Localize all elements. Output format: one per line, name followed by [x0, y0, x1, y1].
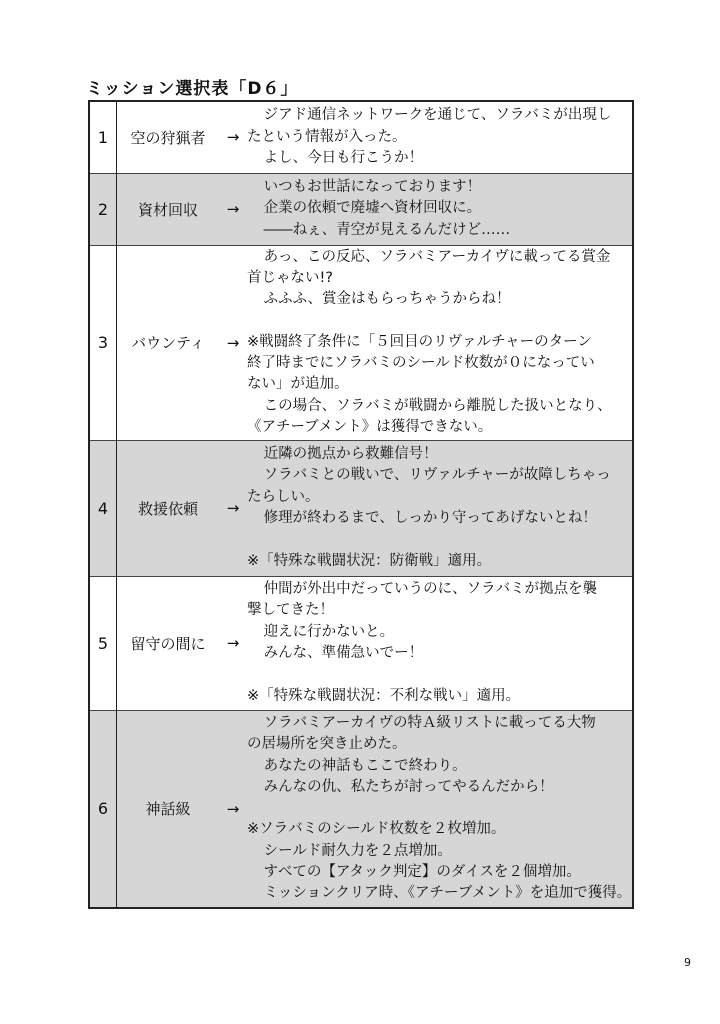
- description-line: [247, 798, 632, 819]
- description-line: たという情報が入った。: [247, 128, 407, 145]
- mission-name: 神話級: [117, 710, 220, 908]
- mission-row: [89, 245, 633, 440]
- mission-number: 1: [89, 101, 117, 173]
- description-line: みんなの仇、私たちが討ってやるんだから！: [263, 778, 554, 795]
- description-line: ※ソラバミのシールド枚数を２枚増加。: [247, 821, 506, 838]
- description-line: 企業の依頼で廃墟へ資材回収に。: [263, 200, 482, 217]
- arrow-icon: →: [219, 245, 247, 440]
- description-line: あっ、この反応、ソラバミアーカイヴに載ってる賞金: [263, 248, 611, 265]
- description-line: 終了時までにソラバミのシールド枚数が０になってい: [247, 355, 595, 372]
- description-line: ない」が追加。: [247, 376, 349, 393]
- description-line: 《アチーブメント》は獲得できない。: [247, 419, 493, 436]
- description-line: 首じゃない!?: [247, 269, 334, 286]
- mission-row: [89, 173, 633, 245]
- table-title: ミッション選択表「D６」: [86, 79, 299, 99]
- mission-name: 資材回収: [117, 173, 220, 245]
- mission-description: [247, 173, 633, 245]
- description-line: 仲間が外出中だっていうのに、ソラバミが拠点を襲: [263, 581, 598, 598]
- mission-rows: [89, 101, 633, 908]
- arrow-icon: →: [219, 710, 247, 908]
- description-line: 近隣の拠点から救難信号！: [263, 446, 438, 463]
- description-line: [247, 529, 632, 550]
- mission-description: [247, 245, 633, 440]
- mission-description: [247, 101, 633, 173]
- arrow-icon: →: [226, 128, 240, 147]
- description-line: ソラバミアーカイヴの特Ａ級リストに載ってる大物: [263, 714, 596, 731]
- mission-number: 6: [89, 710, 117, 908]
- page-number: 9: [684, 956, 691, 969]
- mission-name: バウンティ: [117, 245, 220, 440]
- mission-number: 3: [89, 245, 117, 440]
- mission-number: 4: [89, 440, 117, 576]
- description-line: [247, 664, 632, 685]
- mission-row: [89, 576, 633, 710]
- mission-table: [88, 100, 634, 909]
- mission-description: [247, 576, 633, 710]
- mission-name: 救援依頼: [117, 440, 220, 576]
- description-line: 迎えに行かないと。: [263, 623, 395, 640]
- description-line: よし、今日も行こうか！: [263, 149, 424, 166]
- description-line: 修理が終わるまで、しっかり守ってあげないとね！: [263, 510, 597, 526]
- description-line: みんな、準備急いでー！: [263, 645, 424, 661]
- description-line: すべての【アタック判定】のダイスを２個増加。: [263, 863, 581, 880]
- description-line: ふふふ、賞金はもらっちゃうからね！: [263, 291, 511, 308]
- mission-row: [89, 101, 633, 173]
- arrow-icon: →: [219, 576, 247, 710]
- mission-name: 空の狩猟者: [130, 128, 206, 147]
- mission-number: 2: [89, 173, 117, 245]
- description-line: ※「特殊な戦闘状況：防衛戦」適用。: [247, 552, 492, 569]
- mission-description: [247, 440, 633, 576]
- description-line: ※戦闘終了条件に「５回目のリヴァルチャーのターン: [247, 333, 592, 350]
- description-line: あなたの神話もここで終わり。: [263, 757, 467, 774]
- mission-name: 留守の間に: [117, 576, 220, 710]
- mission-row: [89, 710, 633, 908]
- description-line: ――ねぇ、青空が見えるんだけど……: [263, 221, 511, 238]
- arrow-icon: →: [219, 440, 247, 576]
- description-line: ソラバミとの戦いで、リヴァルチャーが故障しちゃっ: [263, 467, 611, 484]
- description-line: の居場所を突き止めた。: [247, 736, 407, 753]
- mission-description: [247, 710, 633, 908]
- arrow-icon: →: [219, 173, 247, 245]
- description-line: シールド耐久力を２点増加。: [263, 842, 452, 859]
- description-line: ミッションクリア時、《アチーブメント》を追加で獲得。: [263, 885, 632, 902]
- description-line: たらしい。: [247, 488, 320, 505]
- description-line: 撃してきた！: [247, 602, 334, 619]
- mission-row: [89, 440, 633, 576]
- description-line: ジアド通信ネットワークを通じて、ソラバミが出現し: [263, 107, 612, 124]
- mission-number: 5: [89, 576, 117, 710]
- description-line: いつもお世話になっております！: [263, 179, 482, 196]
- description-line: ※「特殊な戦闘状況：不利な戦い」適用。: [247, 687, 521, 704]
- description-line: この場合、ソラバミが戦闘から離脱した扱いとなり、: [263, 397, 612, 414]
- description-line: [247, 311, 632, 332]
